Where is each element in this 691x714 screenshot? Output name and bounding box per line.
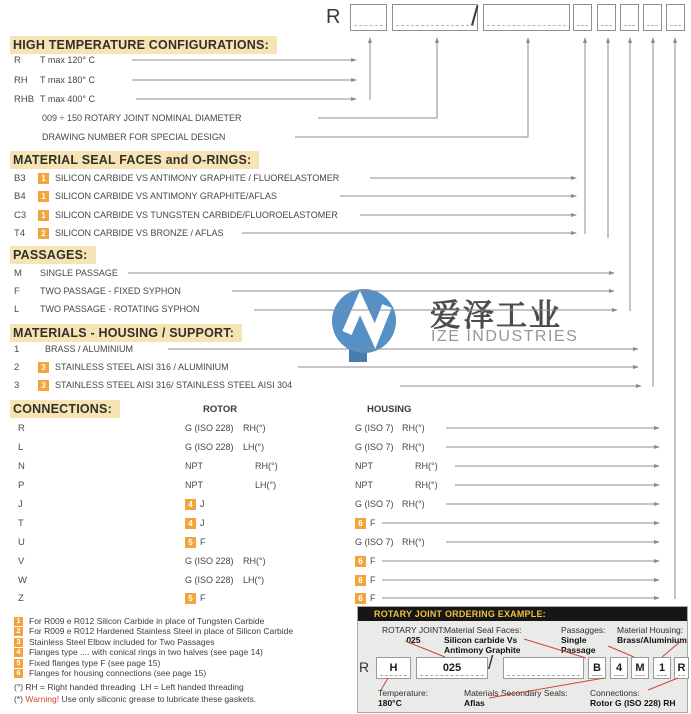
row-desc: BRASS / ALUMINIUM bbox=[45, 344, 134, 354]
code-box-drawing bbox=[483, 4, 570, 31]
housing-hand: RH(°) bbox=[415, 480, 438, 490]
row-code: R bbox=[18, 423, 25, 434]
code-box-material bbox=[643, 4, 662, 31]
table-row bbox=[0, 536, 691, 549]
row-code: N bbox=[18, 461, 25, 472]
row-code: F bbox=[14, 286, 20, 297]
footnote-marker: 3 bbox=[14, 638, 23, 647]
row-desc: T max 400° C bbox=[40, 94, 95, 104]
value: Aflas bbox=[464, 698, 485, 708]
code-box-passage bbox=[620, 4, 639, 31]
row-desc: SINGLE PASSAGE bbox=[40, 268, 118, 278]
footnote-marker: 1 bbox=[14, 617, 23, 626]
housing-thread: F bbox=[370, 556, 376, 566]
dashed-line bbox=[614, 675, 624, 676]
code-char: H bbox=[389, 662, 398, 674]
row-desc: SILICON CARBIDE VS ANTIMONY GRAPHITE/AFLAS bbox=[55, 191, 277, 201]
footnote-text: Stainless Steel Elbow included for Two Passages bbox=[29, 637, 215, 647]
table-row bbox=[0, 93, 691, 106]
row-desc: SILICON CARBIDE VS BRONZE / AFLAS bbox=[55, 228, 224, 238]
dashed-line bbox=[420, 675, 484, 676]
value: 180°C bbox=[378, 698, 402, 708]
value: Rotor G (ISO 228) RH bbox=[590, 698, 676, 708]
housing-hand: RH(°) bbox=[402, 499, 425, 509]
table-row bbox=[0, 592, 691, 605]
code-prefix: R bbox=[326, 6, 341, 28]
row-desc: STAINLESS STEEL AISI 316/ STAINLESS STEEL AISI 304 bbox=[55, 380, 293, 390]
footnote-text: For R009 e R012 Silicon Carbide in place of Tungsten Carbide bbox=[29, 616, 265, 626]
row-code: C3 bbox=[14, 210, 27, 221]
footnote-marker: 5 bbox=[185, 593, 196, 604]
footnote-text: Flanges type .... with conical rings in two halves (see page 14) bbox=[29, 647, 263, 657]
housing-hand: RH(°) bbox=[402, 442, 425, 452]
example-code-slash: / bbox=[488, 653, 494, 674]
row-code: V bbox=[18, 556, 25, 567]
housing-thread: G (ISO 7) bbox=[355, 537, 394, 547]
label: Material Housing: bbox=[617, 625, 684, 635]
ordering-example-title: ROTARY JOINT ORDERING EXAMPLE: bbox=[358, 607, 687, 621]
section-materials-header bbox=[10, 324, 242, 342]
footnote-marker: 1 bbox=[38, 210, 49, 221]
dashed-line bbox=[670, 25, 681, 26]
dashed-line bbox=[592, 675, 602, 676]
code-box-seal-digit bbox=[597, 4, 616, 31]
column-header-rotor: ROTOR bbox=[203, 404, 238, 415]
watermark-cn-text: 爱泽工业 bbox=[430, 298, 562, 333]
footnote-marker: 2 bbox=[14, 627, 23, 636]
code-char: 025 bbox=[442, 662, 462, 674]
housing-hand: RH(°) bbox=[402, 423, 425, 433]
watermark-en-text: IZE INDUSTRIES bbox=[431, 328, 579, 345]
rotor-thread: NPT bbox=[185, 480, 203, 490]
footnote-text: Flanges for housing connections (see page 15) bbox=[29, 668, 207, 678]
table-row bbox=[0, 517, 691, 530]
housing-hand: RH(°) bbox=[402, 537, 425, 547]
example-code-box bbox=[674, 657, 689, 679]
footnote-marker: 1 bbox=[38, 173, 49, 184]
rotor-hand: LH(°) bbox=[243, 442, 265, 452]
row-desc: T max 120° C bbox=[40, 55, 95, 65]
dashed-line bbox=[601, 25, 612, 26]
row-code: RH bbox=[14, 75, 28, 86]
footnote-text: Fixed flanges type F (see page 15) bbox=[29, 658, 161, 668]
section-passages-header bbox=[10, 246, 96, 264]
table-row bbox=[0, 479, 691, 492]
rotor-thread: J bbox=[200, 499, 205, 509]
rotor-thread: G (ISO 228) bbox=[185, 423, 234, 433]
code-box-connection bbox=[666, 4, 685, 31]
example-label-rotary-joint bbox=[382, 625, 445, 645]
label: Passagges: bbox=[561, 625, 606, 635]
table-row bbox=[0, 112, 691, 125]
section-title: MATERIALS - HOUSING / SUPPORT: bbox=[10, 324, 242, 342]
code-char: 1 bbox=[658, 662, 666, 674]
footnote-marker: 4 bbox=[14, 648, 23, 657]
example-label-secondary-seals bbox=[464, 688, 567, 708]
row-code: 2 bbox=[14, 362, 20, 373]
row-code: B4 bbox=[14, 191, 26, 202]
footnote-marker: 3 bbox=[38, 362, 49, 373]
example-code-box bbox=[653, 657, 671, 679]
example-label-connections bbox=[590, 688, 675, 708]
section-high-temp-header bbox=[10, 36, 277, 54]
table-row bbox=[0, 209, 691, 222]
example-label-temperature bbox=[378, 688, 428, 708]
dashed-line bbox=[657, 675, 667, 676]
value: Passage bbox=[561, 645, 596, 655]
example-label-passages bbox=[561, 625, 605, 655]
dashed-line bbox=[647, 25, 658, 26]
rotor-hand: RH(°) bbox=[243, 423, 266, 433]
value: Single bbox=[561, 635, 587, 645]
value: Silicon carbide Vs bbox=[444, 635, 518, 645]
footnote-marker: 4 bbox=[185, 499, 196, 510]
footnote-marker: 6 bbox=[355, 556, 366, 567]
row-code: T4 bbox=[14, 228, 26, 239]
row-code: 1 bbox=[14, 344, 20, 355]
section-title: HIGH TEMPERATURE CONFIGURATIONS: bbox=[10, 36, 277, 54]
example-code-box bbox=[416, 657, 488, 679]
dashed-line bbox=[624, 25, 635, 26]
example-code-box bbox=[376, 657, 411, 679]
section-title: CONNECTIONS: bbox=[10, 400, 120, 418]
rotor-thread: J bbox=[200, 518, 205, 528]
housing-thread: G (ISO 7) bbox=[355, 442, 394, 452]
row-desc: T max 180° C bbox=[40, 75, 95, 85]
example-code-box bbox=[631, 657, 649, 679]
dashed-line bbox=[577, 25, 588, 26]
table-row bbox=[0, 267, 691, 280]
section-seal-faces-header bbox=[10, 151, 259, 169]
housing-thread: G (ISO 7) bbox=[355, 423, 394, 433]
section-connections-header bbox=[10, 400, 120, 418]
footnote-text: For R009 e R012 Hardened Stainless Steel in place of Silicon Carbide bbox=[29, 626, 294, 636]
row-code: P bbox=[18, 480, 25, 491]
table-row bbox=[0, 574, 691, 587]
label: Materials Secondary Seals: bbox=[464, 688, 568, 698]
rotor-thread: NPT bbox=[185, 461, 203, 471]
dashed-line bbox=[380, 675, 407, 676]
row-code: 3 bbox=[14, 380, 20, 391]
value: Brass/Aluminium bbox=[617, 635, 687, 645]
row-code: U bbox=[18, 537, 25, 548]
warning-text bbox=[14, 694, 256, 705]
code-box-seal-letter bbox=[573, 4, 592, 31]
table-row bbox=[0, 131, 691, 144]
table-row bbox=[0, 303, 691, 316]
row-desc: SILICON CARBIDE VS ANTIMONY GRAPHITE / FLUORELASTOMER bbox=[55, 173, 340, 183]
example-label-housing bbox=[617, 625, 687, 645]
dashed-line bbox=[678, 675, 685, 676]
code-char: 4 bbox=[615, 662, 623, 674]
row-code: L bbox=[18, 442, 24, 453]
row-desc: TWO PASSAGE - ROTATING SYPHON bbox=[40, 304, 200, 314]
code-char: B bbox=[593, 662, 601, 674]
rotor-hand: RH(°) bbox=[243, 556, 266, 566]
housing-thread: F bbox=[370, 575, 376, 585]
example-code-box bbox=[610, 657, 628, 679]
footnote-marker: 6 bbox=[355, 518, 366, 529]
ordering-example bbox=[357, 606, 688, 713]
table-row bbox=[0, 361, 691, 374]
row-desc: TWO PASSAGE - FIXED SYPHON bbox=[40, 286, 181, 296]
footnote-marker: 6 bbox=[14, 669, 23, 678]
code-box-diameter bbox=[392, 4, 478, 31]
dashed-line bbox=[487, 25, 566, 26]
dashed-line bbox=[507, 675, 580, 676]
row-code: B3 bbox=[14, 173, 26, 184]
row-code: T bbox=[18, 518, 24, 529]
row-desc: STAINLESS STEEL AISI 316 / ALUMINIUM bbox=[55, 362, 229, 372]
section-title: PASSAGES: bbox=[10, 246, 96, 264]
row-code: L bbox=[14, 304, 20, 315]
table-row bbox=[0, 441, 691, 454]
rotor-thread: F bbox=[200, 593, 206, 603]
row-code: M bbox=[14, 268, 22, 279]
value: 025 bbox=[406, 635, 421, 645]
row-code: Z bbox=[18, 593, 24, 604]
footnote-marker: 6 bbox=[355, 575, 366, 586]
code-box-temp bbox=[350, 4, 387, 31]
dashed-line bbox=[354, 25, 383, 26]
housing-thread: F bbox=[370, 518, 376, 528]
footnote-marker: 1 bbox=[38, 191, 49, 202]
code-char: M bbox=[635, 662, 645, 674]
row-desc: SILICON CARBIDE VS TUNGSTEN CARBIDE/FLUOROELASTOMER bbox=[55, 210, 338, 220]
table-row bbox=[0, 227, 691, 240]
row-desc: DRAWING NUMBER FOR SPECIAL DESIGN bbox=[42, 132, 226, 142]
footnote-marker: 3 bbox=[38, 380, 49, 391]
table-row bbox=[0, 343, 691, 356]
dashed-line bbox=[635, 675, 645, 676]
code-char: R bbox=[677, 662, 686, 674]
table-row bbox=[0, 172, 691, 185]
table-row bbox=[0, 498, 691, 511]
row-code: W bbox=[18, 575, 27, 586]
table-row bbox=[0, 379, 691, 392]
warning-rest: Use only siliconic grease to lubricate these gaskets. bbox=[61, 694, 257, 704]
warning-word: Warning! bbox=[25, 694, 60, 704]
rotor-hand: RH(°) bbox=[255, 461, 278, 471]
row-code: J bbox=[18, 499, 23, 510]
rotor-hand: LH(°) bbox=[243, 575, 265, 585]
table-row bbox=[0, 422, 691, 435]
row-code: R bbox=[14, 55, 21, 66]
threading-note-text: (°) RH = Right handed threading LH = Left handed threading bbox=[14, 682, 244, 692]
label: Temperature: bbox=[378, 688, 429, 698]
footnote-marker: 6 bbox=[355, 593, 366, 604]
rotor-thread: F bbox=[200, 537, 206, 547]
section-title: MATERIAL SEAL FACES and O-RINGS: bbox=[10, 151, 259, 169]
row-desc: 009 ÷ 150 ROTARY JOINT NOMINAL DIAMETER bbox=[42, 113, 242, 123]
value: Antimony Graphite bbox=[444, 645, 521, 655]
label: Connections: bbox=[590, 688, 640, 698]
housing-thread: NPT bbox=[355, 461, 373, 471]
column-header-housing: HOUSING bbox=[367, 404, 412, 415]
footnote-marker: 5 bbox=[185, 537, 196, 548]
footnote-marker: 2 bbox=[38, 228, 49, 239]
example-code-prefix: R bbox=[359, 659, 370, 675]
dashed-line bbox=[396, 25, 474, 26]
table-row bbox=[0, 54, 691, 67]
rotor-thread: G (ISO 228) bbox=[185, 442, 234, 452]
rotor-thread: G (ISO 228) bbox=[185, 556, 234, 566]
table-row bbox=[0, 74, 691, 87]
example-code-box bbox=[503, 657, 584, 679]
table-row bbox=[0, 555, 691, 568]
footnote-marker: 5 bbox=[14, 659, 23, 668]
example-label-seal-faces bbox=[444, 625, 521, 655]
rotor-hand: LH(°) bbox=[255, 480, 277, 490]
code-slash: / bbox=[471, 1, 479, 31]
housing-thread: NPT bbox=[355, 480, 373, 490]
table-row bbox=[0, 460, 691, 473]
housing-thread: G (ISO 7) bbox=[355, 499, 394, 509]
label: Material Seal Faces: bbox=[444, 625, 522, 635]
label: ROTARY JOINT: bbox=[382, 625, 445, 635]
table-row bbox=[0, 190, 691, 203]
warning-marker: (*) bbox=[14, 694, 23, 704]
footnote-marker: 4 bbox=[185, 518, 196, 529]
housing-hand: RH(°) bbox=[415, 461, 438, 471]
row-code: RHB bbox=[14, 94, 35, 105]
example-code-box bbox=[588, 657, 606, 679]
housing-thread: F bbox=[370, 593, 376, 603]
rotor-thread: G (ISO 228) bbox=[185, 575, 234, 585]
table-row bbox=[0, 285, 691, 298]
